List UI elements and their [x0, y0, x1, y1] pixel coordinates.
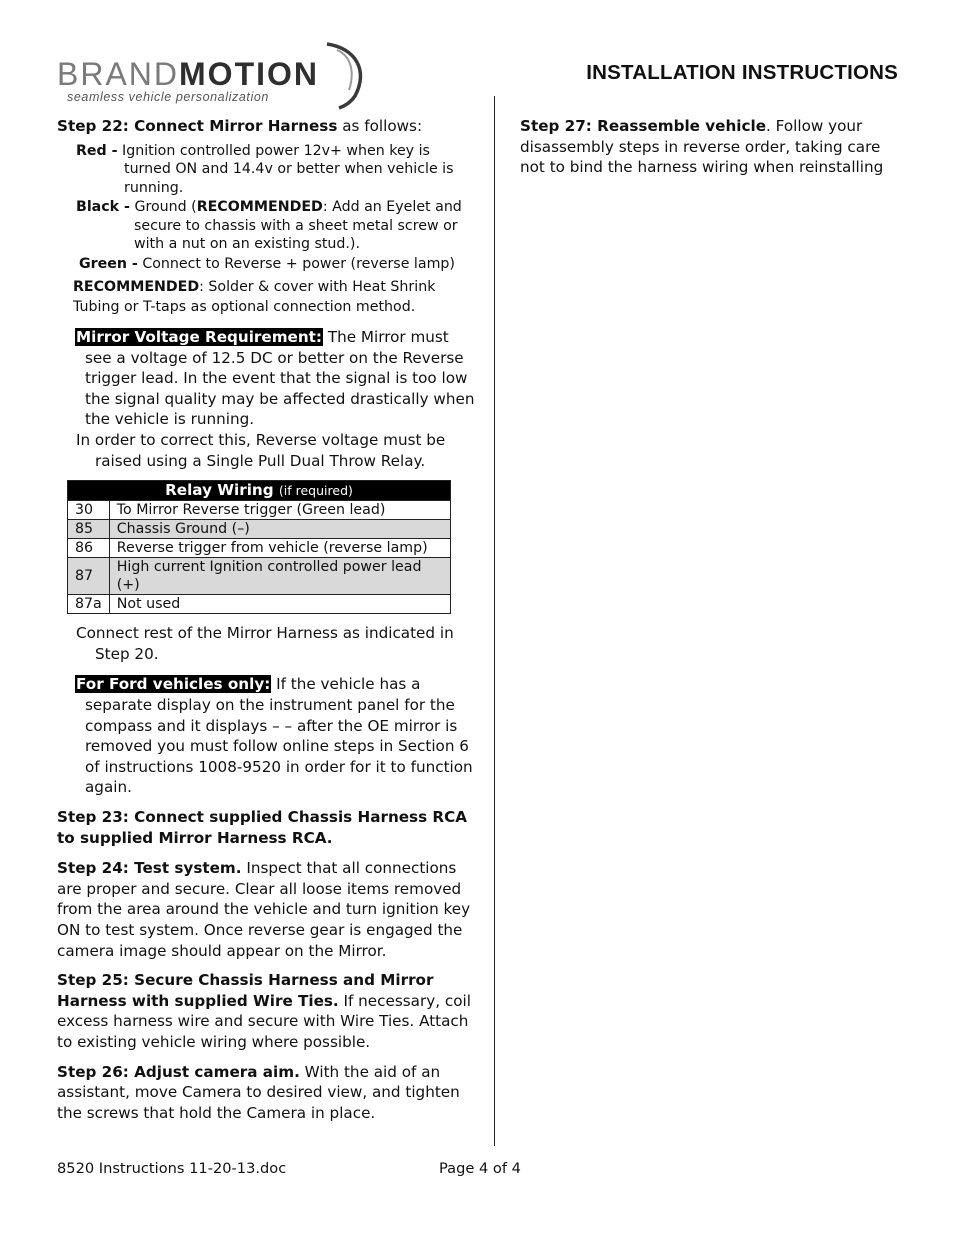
- step22-heading: Step 22: Connect Mirror Harness as follows:: [57, 117, 423, 135]
- footer-doc-name: 8520 Instructions 11-20-13.doc: [57, 1160, 287, 1177]
- step23: Step 23: Connect supplied Chassis Harness RCA to supplied Mirror Harness RCA.: [57, 808, 468, 847]
- relay-desc: Chassis Ground (–): [109, 520, 450, 539]
- table-row: [68, 501, 451, 520]
- connect-rest: Connect rest of the Mirror Harness as indicated in Step 20.: [76, 624, 454, 663]
- step24: Step 24: Test system. Inspect that all connections are proper and secure. Clear all loose items removed from the area around the vehicle and turn ignition key ON to test system. Once reverse gear is engaged the camera image should appear on the Mirror.: [57, 859, 471, 960]
- relay-pin: 85: [68, 520, 110, 539]
- page-title: INSTALLATION INSTRUCTIONS: [586, 61, 898, 84]
- step26: Step 26: Adjust camera aim. With the aid of an assistant, move Camera to desired view, and tighten the screws that hold the Camera in place.: [57, 1062, 460, 1122]
- wire-list: [76, 142, 477, 274]
- voltage-correction: In order to correct this, Reverse voltage must be raised using a Single Pull Dual Throw Relay.: [76, 431, 446, 470]
- brand-logo: [55, 40, 370, 112]
- relay-desc: Reverse trigger from vehicle (reverse lamp): [109, 539, 450, 558]
- wire-red: Red - Ignition controlled power 12v+ when key is turned ON and 14.4v or better when vehicle is running.: [76, 142, 454, 196]
- table-row: [68, 520, 451, 539]
- ford-note: For Ford vehicles only: If the vehicle has a separate display on the instrument panel for the compass and it displays – – after the OE mirror is removed you must follow online steps in Section 6 of instructions 1008-9520 in order for it to function again.: [76, 675, 473, 797]
- relay-wiring-table: [67, 480, 451, 614]
- recommended-note: RECOMMENDED: Solder & cover with Heat Shrink Tubing or T-taps as optional connection method.: [73, 279, 436, 316]
- table-row: [68, 595, 451, 614]
- relay-desc: Not used: [109, 595, 450, 614]
- table-row: [68, 539, 451, 558]
- step25: Step 25: Secure Chassis Harness and Mirror Harness with supplied Wire Ties. If necessary, coil excess harness wire and secure with Wire Ties. Attach to existing vehicle wiring where possible.: [57, 971, 471, 1051]
- relay-table-title: Relay Wiring (if required): [68, 481, 451, 501]
- relay-pin: 87: [68, 558, 110, 595]
- wire-green: Green - Connect to Reverse + power (reverse lamp): [79, 255, 455, 272]
- relay-pin: 86: [68, 539, 110, 558]
- step27: Step 27: Reassemble vehicle. Follow your disassembly steps in reverse order, taking care not to bind the harness wiring when reinstalling: [520, 117, 884, 177]
- relay-pin: 30: [68, 501, 110, 520]
- left-column: [57, 116, 477, 1123]
- relay-desc: High current Ignition controlled power lead (+): [109, 558, 450, 595]
- right-column: [520, 116, 900, 178]
- logo-wordmark: [57, 56, 319, 93]
- logo-brand-bold: MOTION: [179, 56, 319, 92]
- voltage-requirement: Mirror Voltage Requirement: The Mirror must see a voltage of 12.5 DC or better on the Reverse trigger lead. In the event that the signal is too low the signal quality may be affected drastically when the vehicle is running.: [76, 328, 475, 429]
- logo-brand-light: BRAND: [57, 56, 180, 92]
- logo-tagline: seamless vehicle personalization: [67, 90, 269, 104]
- footer-page-number: Page 4 of 4: [439, 1160, 521, 1177]
- column-divider: [494, 96, 495, 1146]
- logo-swoosh-icon: [315, 40, 371, 110]
- relay-desc: To Mirror Reverse trigger (Green lead): [109, 501, 450, 520]
- relay-table-header: [68, 481, 451, 501]
- relay-pin: 87a: [68, 595, 110, 614]
- table-row: [68, 558, 451, 595]
- wire-black: Black - Ground (RECOMMENDED: Add an Eyelet and secure to chassis with a sheet metal screw or with a nut on an existing stud.).: [76, 199, 462, 253]
